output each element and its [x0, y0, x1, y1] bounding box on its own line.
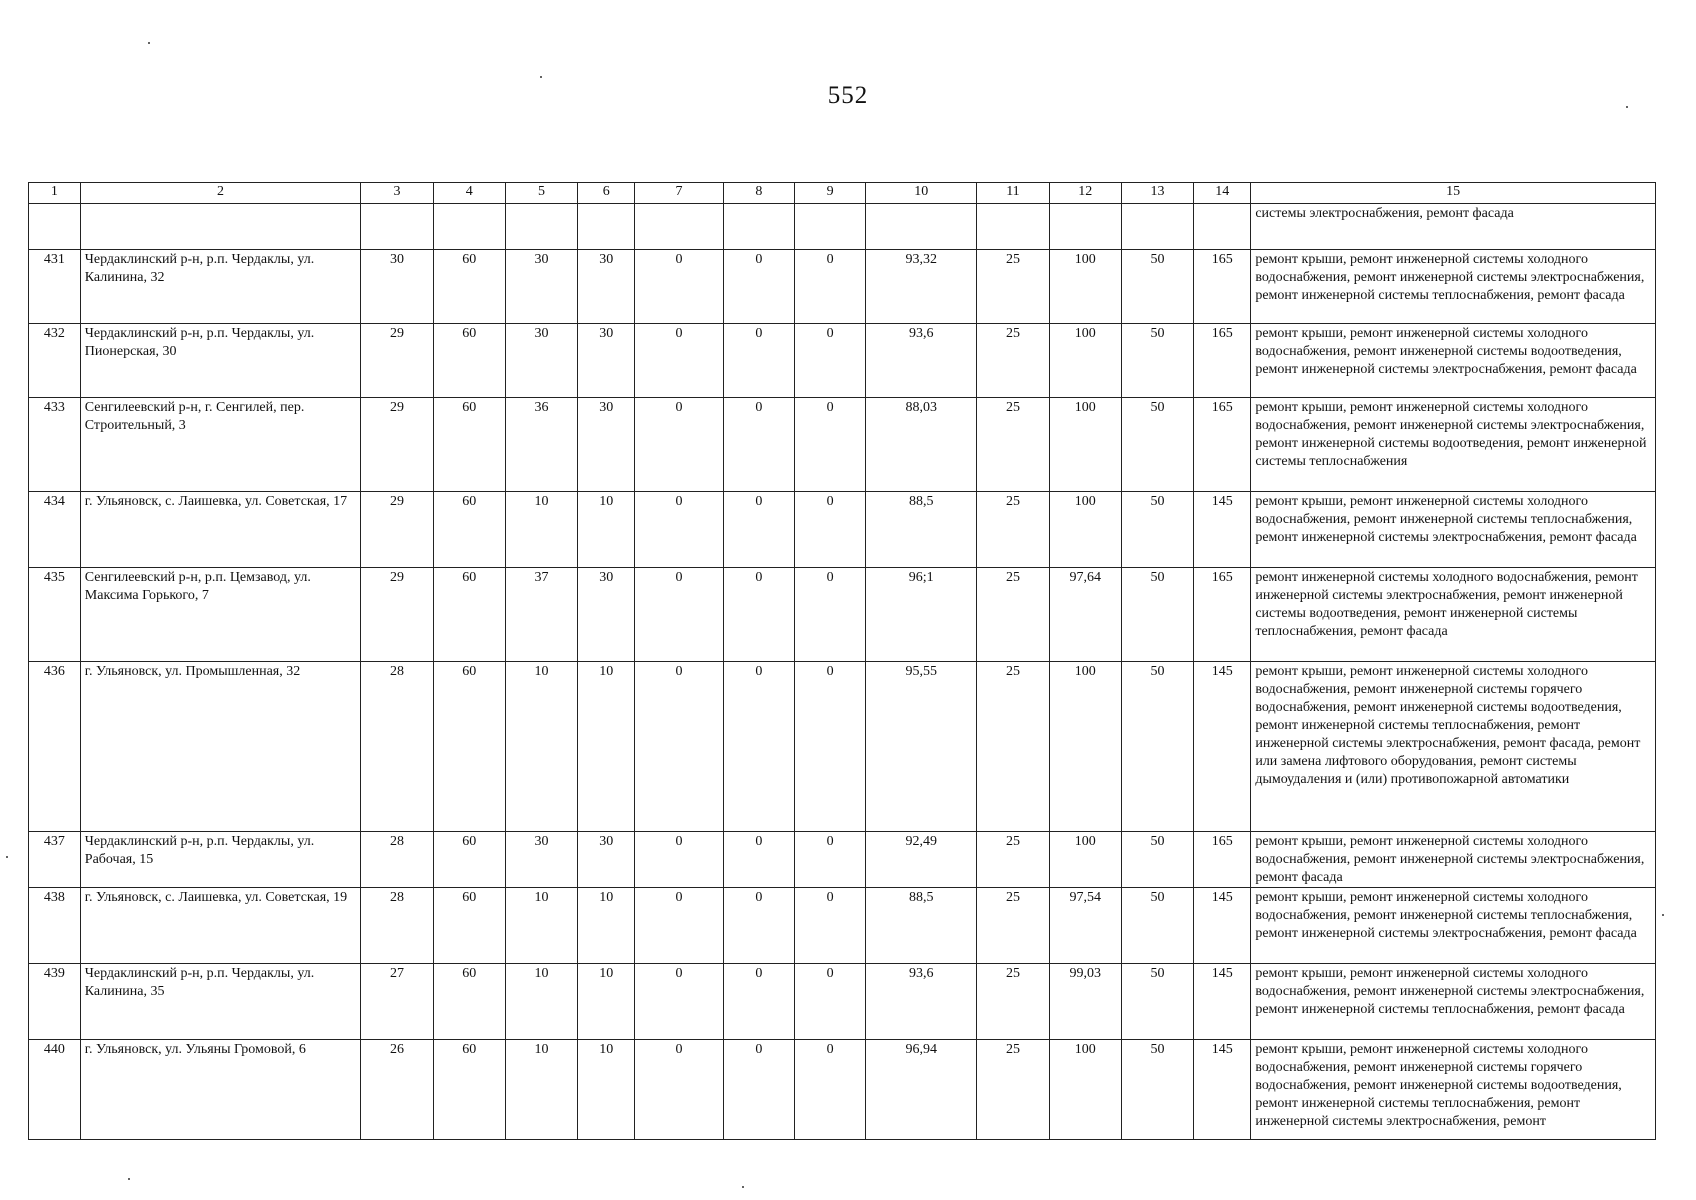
value-cell	[433, 204, 505, 250]
row-number-cell: 440	[29, 1040, 81, 1140]
value-cell: 0	[794, 888, 865, 964]
value-cell: 10	[505, 662, 577, 832]
value-cell: 30	[578, 568, 635, 662]
value-cell: 165	[1194, 250, 1251, 324]
value-cell: 88,5	[866, 888, 977, 964]
value-cell: 0	[723, 888, 794, 964]
value-cell: 95,55	[866, 662, 977, 832]
table-row	[29, 1040, 1656, 1140]
value-cell	[1194, 204, 1251, 250]
value-cell	[578, 204, 635, 250]
value-cell	[794, 204, 865, 250]
value-cell: 28	[361, 832, 433, 888]
value-cell: 29	[361, 324, 433, 398]
address-cell: г. Ульяновск, ул. Промышленная, 32	[80, 662, 361, 832]
value-cell: 0	[794, 398, 865, 492]
value-cell	[361, 204, 433, 250]
value-cell: 10	[578, 662, 635, 832]
value-cell: 0	[794, 964, 865, 1040]
repair-works-cell: ремонт крыши, ремонт инженерной системы холодного водоснабжения, ремонт инженерной системы электроснабжения, ремонт инженерной системы теплоснабжения, ремонт фасада	[1251, 250, 1656, 324]
value-cell: 0	[723, 1040, 794, 1140]
value-cell: 100	[1049, 250, 1121, 324]
address-cell: Чердаклинский р-н, р.п. Чердаклы, ул. Рабочая, 15	[80, 832, 361, 888]
value-cell: 100	[1049, 398, 1121, 492]
value-cell: 25	[977, 1040, 1049, 1140]
value-cell: 50	[1121, 398, 1193, 492]
address-cell: Чердаклинский р-н, р.п. Чердаклы, ул. Пионерская, 30	[80, 324, 361, 398]
value-cell: 97,54	[1049, 888, 1121, 964]
column-header: 10	[866, 183, 977, 204]
value-cell: 145	[1194, 1040, 1251, 1140]
value-cell: 60	[433, 888, 505, 964]
row-number-cell: 433	[29, 398, 81, 492]
column-header: 2	[80, 183, 361, 204]
value-cell: 10	[505, 492, 577, 568]
column-header: 3	[361, 183, 433, 204]
address-cell: Чердаклинский р-н, р.п. Чердаклы, ул. Калинина, 32	[80, 250, 361, 324]
value-cell: 99,03	[1049, 964, 1121, 1040]
table-row	[29, 832, 1656, 888]
value-cell: 0	[635, 888, 723, 964]
value-cell: 0	[723, 964, 794, 1040]
value-cell: 0	[794, 1040, 865, 1140]
table-row	[29, 204, 1656, 250]
value-cell: 60	[433, 662, 505, 832]
value-cell: 60	[433, 250, 505, 324]
value-cell: 100	[1049, 492, 1121, 568]
row-number-cell	[29, 204, 81, 250]
value-cell: 26	[361, 1040, 433, 1140]
column-header: 15	[1251, 183, 1656, 204]
row-number-cell: 432	[29, 324, 81, 398]
value-cell: 50	[1121, 888, 1193, 964]
value-cell: 165	[1194, 324, 1251, 398]
value-cell: 0	[723, 398, 794, 492]
value-cell	[1121, 204, 1193, 250]
repair-works-cell: ремонт крыши, ремонт инженерной системы холодного водоснабжения, ремонт инженерной системы электроснабжения, ремонт инженерной системы водоотведения, ремонт инженерной системы теплоснабжения	[1251, 398, 1656, 492]
repair-works-cell: ремонт крыши, ремонт инженерной системы холодного водоснабжения, ремонт инженерной системы горячего водоснабжения, ремонт инженерной системы водоотведения, ремонт инженерной системы теплоснабжения, ремонт инженерной системы электроснабжения, ремонт	[1251, 1040, 1656, 1140]
table-row	[29, 324, 1656, 398]
repair-works-cell: ремонт крыши, ремонт инженерной системы холодного водоснабжения, ремонт инженерной системы электроснабжения, ремонт инженерной системы теплоснабжения, ремонт фасада	[1251, 964, 1656, 1040]
row-number-cell: 438	[29, 888, 81, 964]
value-cell: 0	[794, 492, 865, 568]
address-cell: г. Ульяновск, с. Лаишевка, ул. Советская, 19	[80, 888, 361, 964]
value-cell: 60	[433, 398, 505, 492]
repair-works-cell: ремонт инженерной системы холодного водоснабжения, ремонт инженерной системы электроснабжения, ремонт инженерной системы водоотведения, ремонт инженерной системы теплоснабжения, ремонт фасада	[1251, 568, 1656, 662]
row-number-cell: 435	[29, 568, 81, 662]
value-cell: 10	[505, 888, 577, 964]
column-header: 5	[505, 183, 577, 204]
value-cell: 100	[1049, 662, 1121, 832]
value-cell: 93,32	[866, 250, 977, 324]
value-cell: 25	[977, 568, 1049, 662]
column-header: 7	[635, 183, 723, 204]
value-cell: 25	[977, 324, 1049, 398]
value-cell	[505, 204, 577, 250]
value-cell	[977, 204, 1049, 250]
value-cell: 0	[635, 398, 723, 492]
value-cell: 88,03	[866, 398, 977, 492]
value-cell: 50	[1121, 250, 1193, 324]
value-cell: 0	[794, 568, 865, 662]
value-cell: 100	[1049, 324, 1121, 398]
value-cell: 10	[505, 1040, 577, 1140]
value-cell: 50	[1121, 492, 1193, 568]
value-cell: 0	[723, 250, 794, 324]
row-number-cell: 436	[29, 662, 81, 832]
value-cell: 25	[977, 662, 1049, 832]
value-cell: 96;1	[866, 568, 977, 662]
value-cell: 165	[1194, 832, 1251, 888]
value-cell: 0	[723, 662, 794, 832]
value-cell: 0	[635, 250, 723, 324]
value-cell	[635, 204, 723, 250]
table-row	[29, 964, 1656, 1040]
value-cell: 50	[1121, 832, 1193, 888]
repair-works-cell: ремонт крыши, ремонт инженерной системы холодного водоснабжения, ремонт инженерной системы теплоснабжения, ремонт инженерной системы электроснабжения, ремонт фасада	[1251, 888, 1656, 964]
table-body	[29, 204, 1656, 1140]
scan-speck	[540, 76, 542, 78]
scan-speck	[6, 856, 8, 858]
value-cell: 88,5	[866, 492, 977, 568]
value-cell: 0	[723, 492, 794, 568]
value-cell: 0	[794, 324, 865, 398]
value-cell: 100	[1049, 832, 1121, 888]
address-cell	[80, 204, 361, 250]
value-cell: 30	[505, 832, 577, 888]
value-cell: 50	[1121, 662, 1193, 832]
value-cell	[1049, 204, 1121, 250]
value-cell: 25	[977, 492, 1049, 568]
scan-speck	[1662, 914, 1664, 916]
value-cell: 30	[361, 250, 433, 324]
value-cell: 29	[361, 398, 433, 492]
value-cell: 25	[977, 250, 1049, 324]
row-number-cell: 431	[29, 250, 81, 324]
column-header: 8	[723, 183, 794, 204]
value-cell: 10	[505, 964, 577, 1040]
value-cell: 10	[578, 888, 635, 964]
column-header: 14	[1194, 183, 1251, 204]
value-cell: 25	[977, 964, 1049, 1040]
address-cell: г. Ульяновск, с. Лаишевка, ул. Советская, 17	[80, 492, 361, 568]
row-number-cell: 434	[29, 492, 81, 568]
value-cell: 30	[578, 398, 635, 492]
value-cell: 50	[1121, 568, 1193, 662]
value-cell: 165	[1194, 398, 1251, 492]
table-row	[29, 888, 1656, 964]
repair-works-cell: системы электроснабжения, ремонт фасада	[1251, 204, 1656, 250]
column-header: 9	[794, 183, 865, 204]
table-row	[29, 398, 1656, 492]
table-row	[29, 492, 1656, 568]
value-cell	[866, 204, 977, 250]
value-cell: 96,94	[866, 1040, 977, 1140]
value-cell: 28	[361, 888, 433, 964]
value-cell: 36	[505, 398, 577, 492]
value-cell: 30	[505, 324, 577, 398]
value-cell: 30	[578, 832, 635, 888]
value-cell: 50	[1121, 964, 1193, 1040]
row-number-cell: 437	[29, 832, 81, 888]
value-cell: 30	[578, 324, 635, 398]
value-cell: 145	[1194, 662, 1251, 832]
scan-speck	[1626, 106, 1628, 108]
value-cell	[723, 204, 794, 250]
column-header: 11	[977, 183, 1049, 204]
value-cell: 97,64	[1049, 568, 1121, 662]
value-cell: 0	[635, 568, 723, 662]
value-cell: 92,49	[866, 832, 977, 888]
value-cell: 0	[723, 568, 794, 662]
column-header: 1	[29, 183, 81, 204]
value-cell: 25	[977, 832, 1049, 888]
value-cell: 30	[505, 250, 577, 324]
value-cell: 27	[361, 964, 433, 1040]
repair-works-cell: ремонт крыши, ремонт инженерной системы холодного водоснабжения, ремонт инженерной системы водоотведения, ремонт инженерной системы электроснабжения, ремонт фасада	[1251, 324, 1656, 398]
value-cell: 37	[505, 568, 577, 662]
value-cell: 0	[635, 662, 723, 832]
repair-works-cell: ремонт крыши, ремонт инженерной системы холодного водоснабжения, ремонт инженерной системы горячего водоснабжения, ремонт инженерной системы водоотведения, ремонт инженерной системы теплоснабжения, ремонт инженерной системы электроснабжения, ремонт фасада, ремонт или замена лифтового оборудования, ремонт системы дымоудаления и (или) противопожарной автоматики	[1251, 662, 1656, 832]
scan-speck	[742, 1186, 744, 1188]
value-cell: 0	[723, 832, 794, 888]
housing-repair-table	[28, 182, 1656, 1140]
address-cell: Сенгилеевский р-н, р.п. Цемзавод, ул. Максима Горького, 7	[80, 568, 361, 662]
value-cell: 10	[578, 492, 635, 568]
value-cell: 145	[1194, 492, 1251, 568]
value-cell: 10	[578, 1040, 635, 1140]
value-cell: 145	[1194, 964, 1251, 1040]
value-cell: 93,6	[866, 324, 977, 398]
value-cell: 60	[433, 832, 505, 888]
value-cell: 30	[578, 250, 635, 324]
table-row	[29, 662, 1656, 832]
scan-speck	[128, 1178, 130, 1180]
value-cell: 0	[794, 250, 865, 324]
value-cell: 0	[635, 832, 723, 888]
address-cell: Сенгилеевский р-н, г. Сенгилей, пер. Строительный, 3	[80, 398, 361, 492]
value-cell: 60	[433, 1040, 505, 1140]
value-cell: 60	[433, 492, 505, 568]
value-cell: 93,6	[866, 964, 977, 1040]
value-cell: 145	[1194, 888, 1251, 964]
value-cell: 28	[361, 662, 433, 832]
value-cell: 25	[977, 888, 1049, 964]
value-cell: 50	[1121, 324, 1193, 398]
column-header: 4	[433, 183, 505, 204]
value-cell: 60	[433, 568, 505, 662]
column-header: 13	[1121, 183, 1193, 204]
value-cell: 25	[977, 398, 1049, 492]
value-cell: 0	[723, 324, 794, 398]
value-cell: 0	[635, 964, 723, 1040]
address-cell: Чердаклинский р-н, р.п. Чердаклы, ул. Калинина, 35	[80, 964, 361, 1040]
column-number-row	[29, 183, 1656, 204]
row-number-cell: 439	[29, 964, 81, 1040]
value-cell: 60	[433, 324, 505, 398]
value-cell: 29	[361, 568, 433, 662]
address-cell: г. Ульяновск, ул. Ульяны Громовой, 6	[80, 1040, 361, 1140]
table-row	[29, 568, 1656, 662]
column-header: 12	[1049, 183, 1121, 204]
value-cell: 0	[794, 832, 865, 888]
value-cell: 10	[578, 964, 635, 1040]
value-cell: 29	[361, 492, 433, 568]
table-row	[29, 250, 1656, 324]
repair-works-cell: ремонт крыши, ремонт инженерной системы холодного водоснабжения, ремонт инженерной системы теплоснабжения, ремонт инженерной системы электроснабжения, ремонт фасада	[1251, 492, 1656, 568]
value-cell: 165	[1194, 568, 1251, 662]
value-cell: 100	[1049, 1040, 1121, 1140]
value-cell: 0	[635, 492, 723, 568]
column-header: 6	[578, 183, 635, 204]
page-number: 552	[827, 82, 869, 109]
value-cell: 0	[635, 1040, 723, 1140]
value-cell: 0	[794, 662, 865, 832]
scan-speck	[148, 42, 150, 44]
repair-works-cell: ремонт крыши, ремонт инженерной системы холодного водоснабжения, ремонт инженерной системы электроснабжения, ремонт фасада	[1251, 832, 1656, 888]
value-cell: 50	[1121, 1040, 1193, 1140]
value-cell: 60	[433, 964, 505, 1040]
value-cell: 0	[635, 324, 723, 398]
